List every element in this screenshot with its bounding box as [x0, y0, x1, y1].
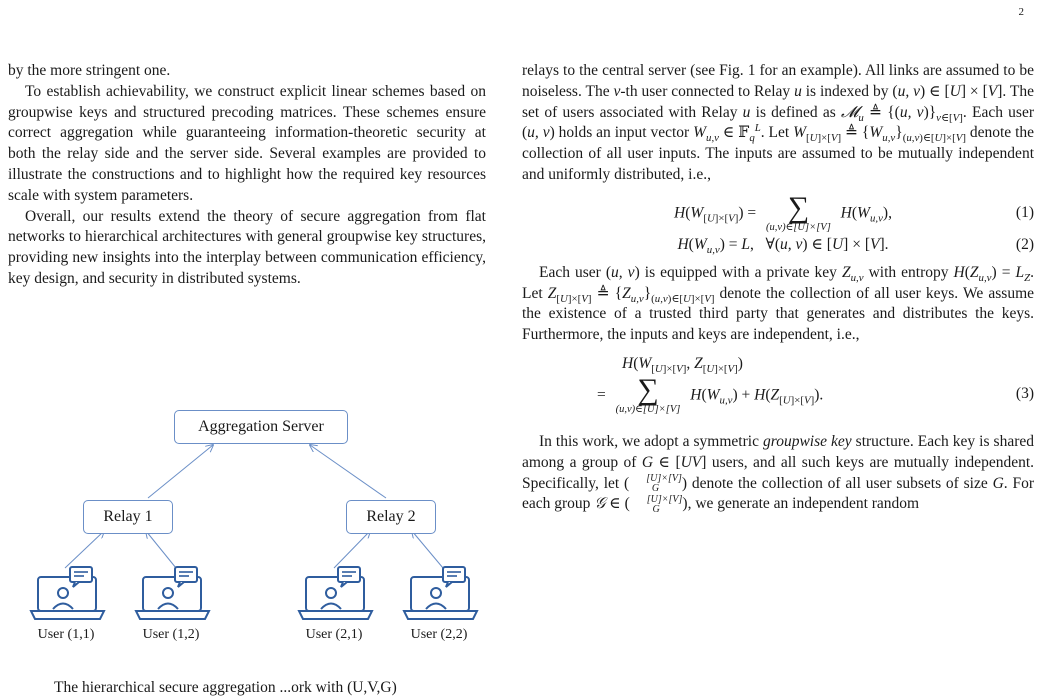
left-paragraph-3: Overall, our results extend the theory of secure aggregation from flat networks to hierarchical architectures with general groupwise key structures, providing new insights into the interplay between communication efficiency, key design, and security in distributed systems.	[8, 207, 486, 287]
equation-3: $H(W_{[U]\times[V]}$, $Z_{[U]\times[V]}$) = ∑ (u,v)∈[U]×[V] $H(W_{u,v}) + H(Z_{[U]\times[V]})$. (3)	[597, 354, 1034, 415]
user-laptop-icon	[296, 565, 376, 623]
user-label-1-2: User (1,2)	[142, 627, 200, 642]
right-paragraph-1: relays to the central server (see Fig. 1 for an example). All links are assumed to be noiseless. The v-th user connected to Relay u is indexed by (u, v) ∈ [U] × [V]. The set of users associated with Relay u is defined as 𝓜$_u$ ≜ {(u, $v)\}_{v\in[V]}$. Each user (u, v) holds an input vector $W_{u,v}$ ∈ 𝔽$_q^L$. Let $W_{[U]\times[V]}$ ≜ $\{W_{u,v}\}_{(u,v)\in[U]\times[V]}$ denote the collection of all user inputs. The inputs are assumed to be mutually independent and uniformly distributed, i.e.,	[522, 62, 1035, 183]
left-column	[8, 61, 486, 290]
user-label-1-1: User (1,1)	[37, 627, 95, 642]
edge-user21-relay2	[334, 531, 370, 568]
relay-2-node: Relay 2	[346, 500, 436, 534]
edge-user12-relay1	[146, 531, 176, 568]
left-bottom-fragment: The hierarchical secure aggregation ...ork with (U,V,G)	[54, 679, 397, 696]
aggregation-server-node: Aggregation Server	[174, 410, 348, 444]
left-paragraph-2: To establish achievability, we construct explicit linear schemes based on groupwise keys and structured precoding matrices. These schemes ensure correct aggregation while guaranteeing information-theoretic security at both the relay side and the server side. Several examples are provided to illustrate the constructions and to highlight how the required key resources scale with system parameters.	[8, 82, 486, 204]
user-laptop-icon	[133, 565, 213, 623]
equation-2: $H(W_{u,v}) = L$, ∀(u, v) ∈ [U] × [V]. (2)	[677, 235, 1034, 256]
hierarchical-network-figure	[8, 400, 486, 670]
page-number: 2	[1018, 6, 1024, 18]
left-paragraph-1: by the more stringent one.	[8, 62, 171, 79]
user-laptop-icon	[401, 565, 481, 623]
user-laptop-icon	[28, 565, 108, 623]
right-paragraph-3: In this work, we adopt a symmetric groupwise key structure. Each key is shared among a group of G ∈ [UV] users, and all such keys are mutually independent. Specifically, let ( [U]×[V] G ) denote the collection of all user subsets of size G. For each group 𝒢 ∈ ( [U]×[V] G ), we generate an independent random	[522, 432, 1035, 515]
edge-user11-relay1	[65, 531, 104, 568]
right-column	[522, 61, 1034, 515]
edge-user22-relay2	[412, 531, 443, 568]
right-paragraph-2: Each user (u, v) is equipped with a private key $Z_{u,v}$ with entropy $H(Z_{u,v}) = L_Z$. Let $Z_{[U]\times[V]}$ ≜ $\{Z_{u,v}\}_{(u,v)\in[U]\times[V]}$ denote the collection of all user keys. We assume the existence of a trusted third party that generates and distributes the keys. Furthermore, the inputs and keys are independent, i.e.,	[522, 263, 1035, 344]
edge-relay2-server	[310, 445, 386, 498]
user-label-2-1: User (2,1)	[305, 627, 363, 642]
edge-relay1-server	[148, 445, 213, 498]
relay-1-node: Relay 1	[83, 500, 173, 534]
equation-1: $H(W_{[U]\times[V]})$ = ∑ (u,v)∈[U]×[V] $H(W_{u,v})$, (1)	[674, 190, 1034, 233]
user-label-2-2: User (2,2)	[410, 627, 468, 642]
